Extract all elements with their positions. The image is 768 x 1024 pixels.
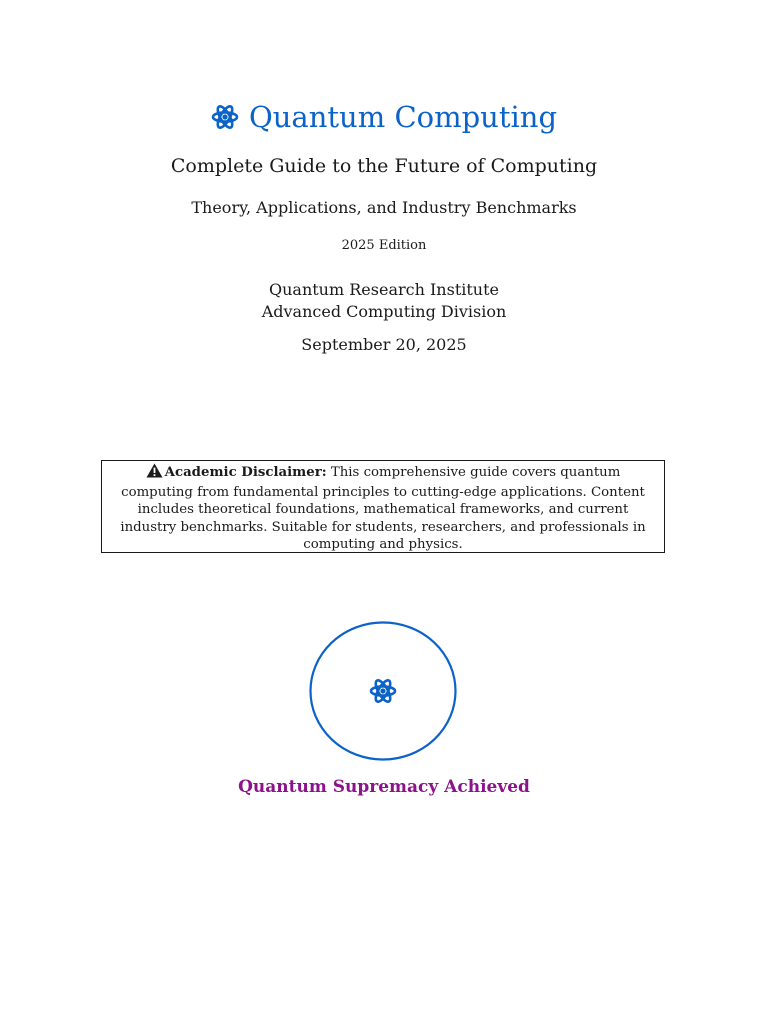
subsubtitle: Theory, Applications, and Industry Benchmarks (191, 198, 577, 217)
atom-icon (371, 678, 395, 703)
organization-line-1: Quantum Research Institute (268, 280, 499, 299)
publication-date: September 20, 2025 (301, 335, 467, 354)
atom-icon (211, 103, 239, 131)
subtitle: Complete Guide to the Future of Computing (170, 155, 598, 177)
emblem (309, 621, 457, 761)
title-text: Quantum Computing (248, 100, 558, 134)
disclaimer-label: Academic Disclaimer: (164, 465, 327, 480)
document-title (0, 94, 768, 140)
organization (0, 279, 768, 323)
tagline: Quantum Supremacy Achieved (238, 777, 530, 797)
edition-label: 2025 Edition (341, 238, 427, 253)
warning-icon (146, 463, 163, 484)
disclaimer-box (101, 460, 665, 553)
organization-line-2: Advanced Computing Division (261, 302, 507, 321)
disclaimer-text: This comprehensive guide covers quantum computing from fundamental principles to cutting-edge applications. Content includes theoretical foundations, mathematical frameworks, and current industry benchmarks. Suitable for students, researchers, and professionals in computing and physics. (120, 465, 646, 553)
